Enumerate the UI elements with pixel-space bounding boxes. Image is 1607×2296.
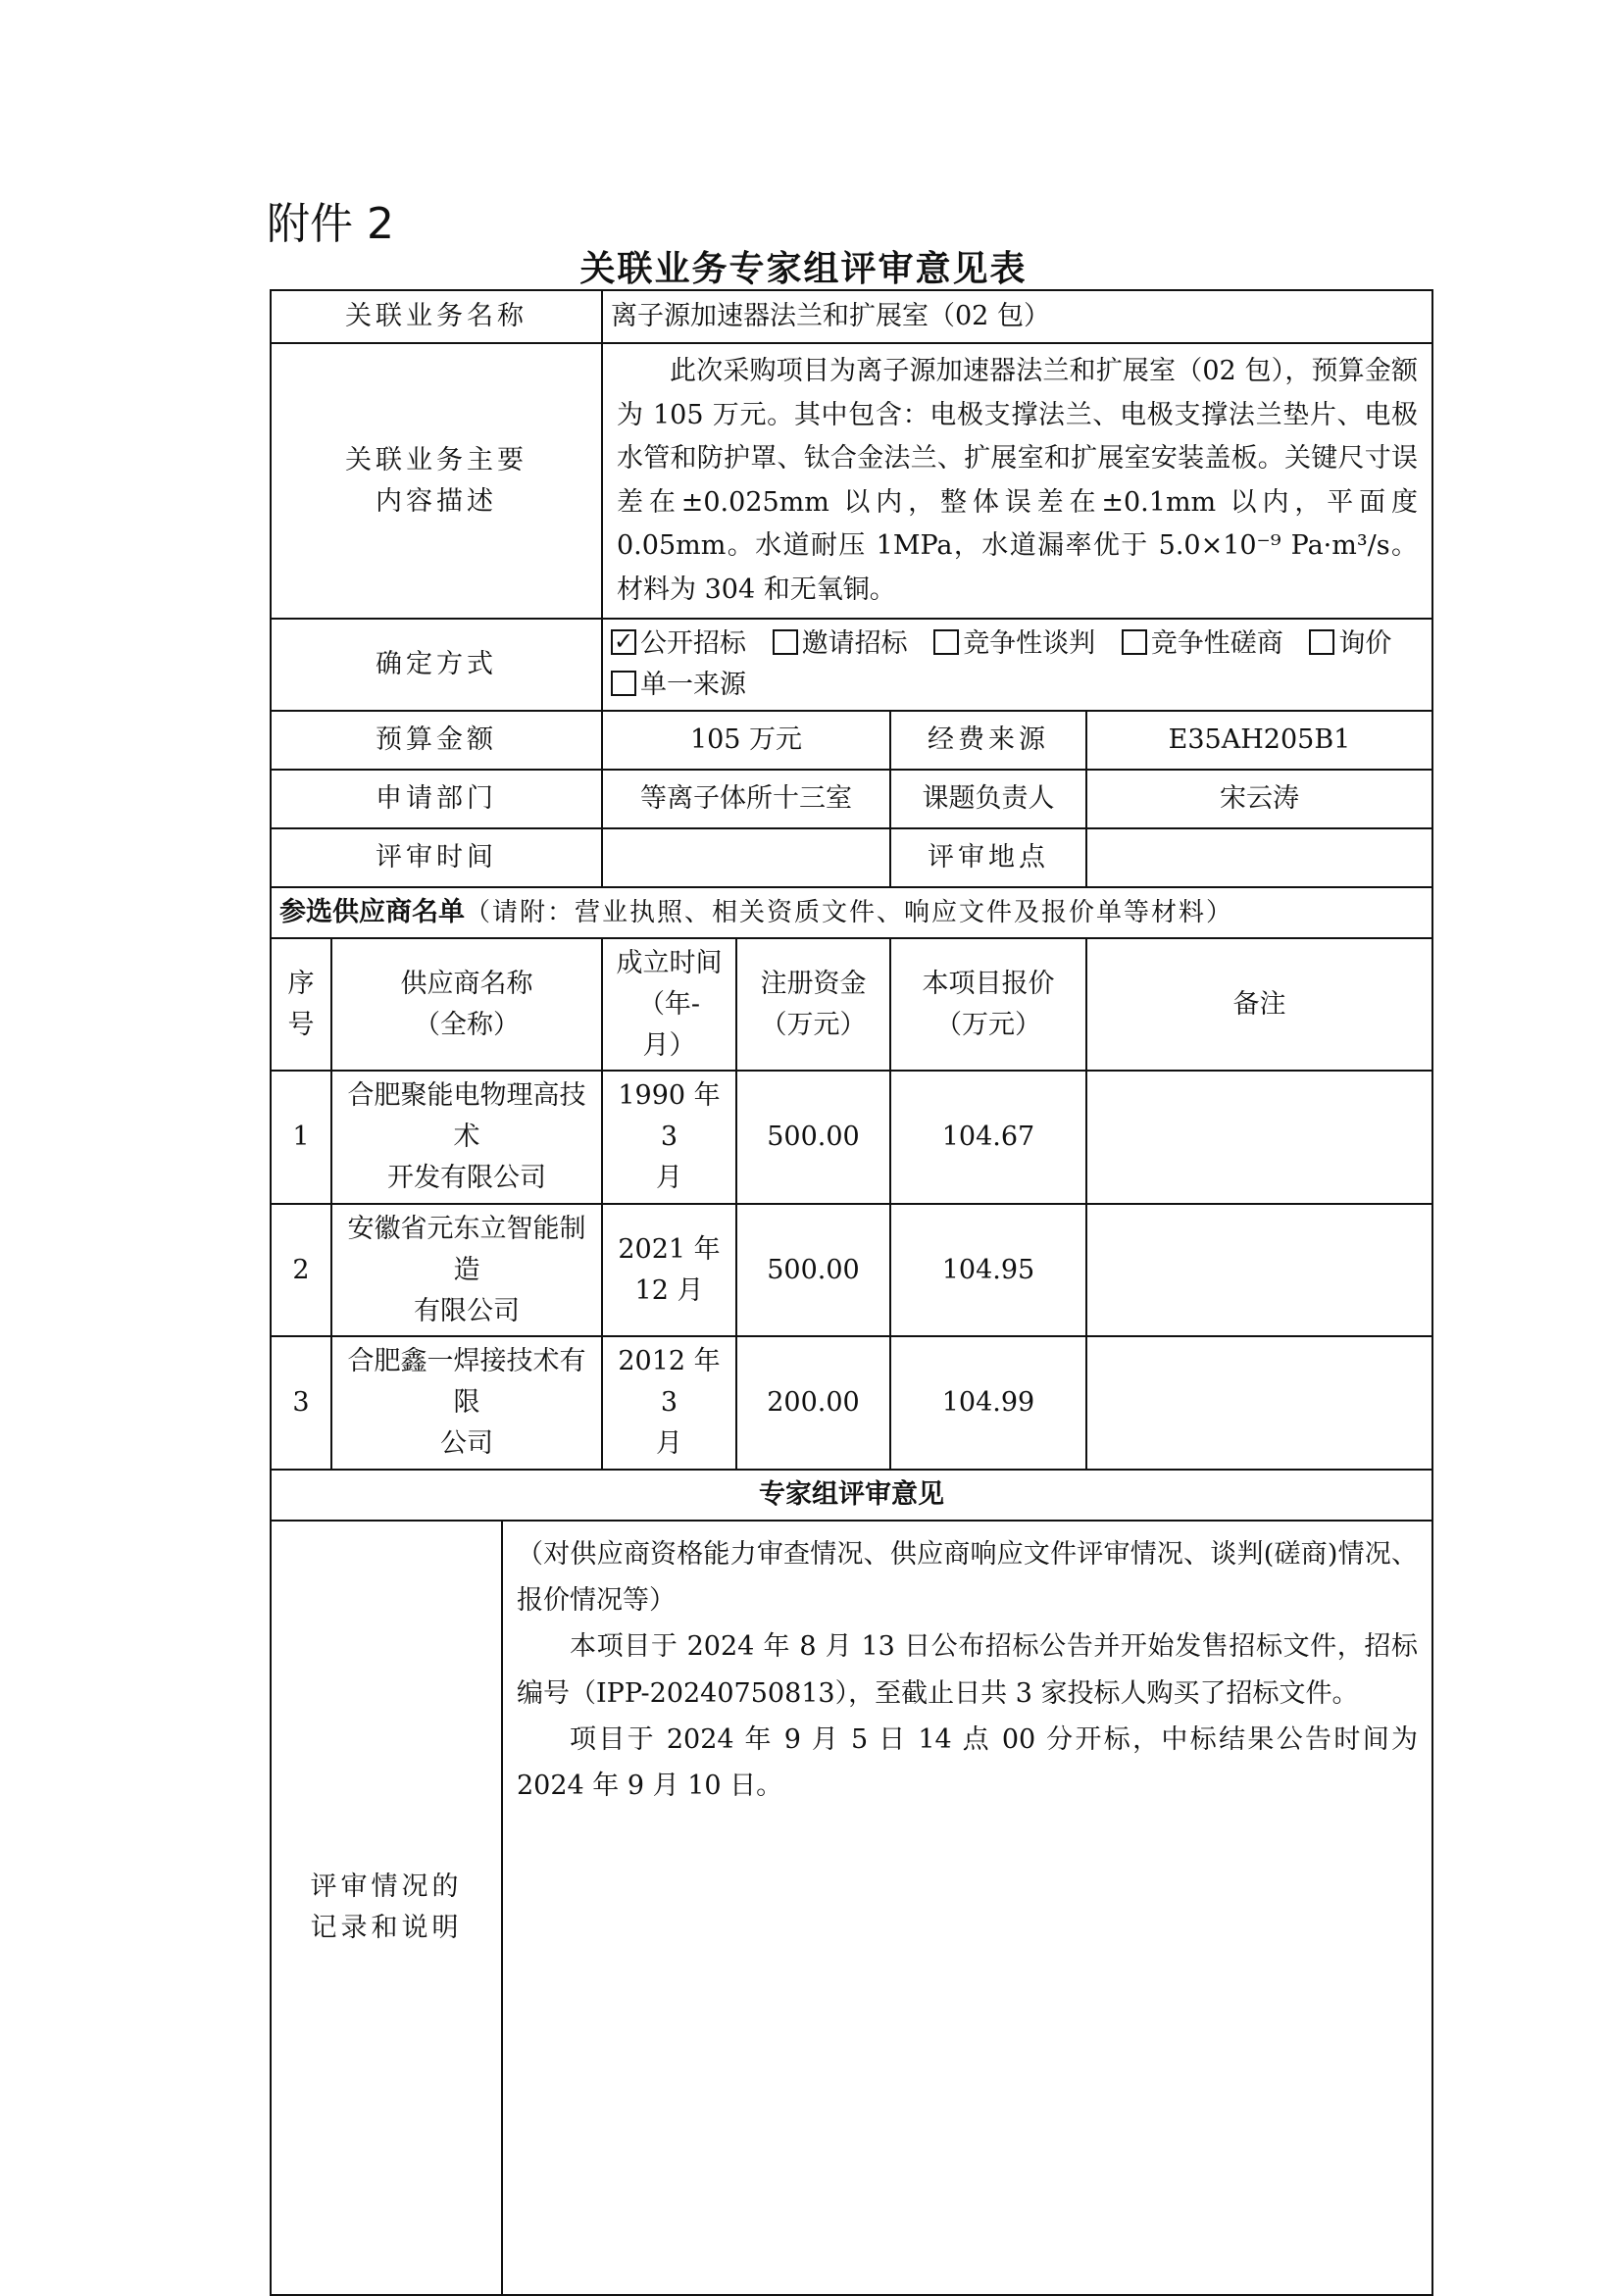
row-capital: 500.00 xyxy=(736,1204,890,1337)
row-remark xyxy=(1086,1204,1432,1337)
review-hint: （对供应商资格能力审查情况、供应商响应文件评审情况、谈判(磋商)情况、报价情况等） xyxy=(517,1538,1419,1617)
review-record-label: 评审情况的 记录和说明 xyxy=(271,1521,502,2295)
description-label-line1: 关联业务主要 xyxy=(345,444,527,475)
col-header-established: 成立时间 （年- 月） xyxy=(602,938,736,1072)
business-name-value: 离子源加速器法兰和扩展室（02 包） xyxy=(602,290,1432,343)
col-header-remark: 备注 xyxy=(1086,938,1432,1072)
attachment-label: 附件 2 xyxy=(267,199,394,249)
description-text: 此次采购项目为离子源加速器法兰和扩展室（02 包），预算金额为 105 万元。其中包含：电极支撑法兰、电极支撑法兰垫片、电极水管和防护罩、钛合金法兰、扩展室和扩展室安装盖板。关键尺寸误差在±0.025mm 以内，整体误差在±0.1mm 以内，平面度 0.05mm。水道耐压 1MPa，水道漏率优于 5.0×10⁻⁹ Pa·m³/s。材料为 304 和无氧铜。 xyxy=(602,343,1432,619)
review-form xyxy=(270,289,1433,2296)
review-section-title: 专家组评审意见 xyxy=(271,1470,1432,1521)
review-section-row xyxy=(271,1470,1432,1521)
row-quote: 104.95 xyxy=(890,1204,1086,1337)
department-value: 等离子体所十三室 xyxy=(602,770,890,828)
option-public-tender[interactable]: ✓公开招标 xyxy=(611,628,746,659)
checked-checkbox-icon[interactable] xyxy=(611,629,636,655)
option-invited-tender[interactable]: 邀请招标 xyxy=(773,628,908,659)
department-row xyxy=(271,770,1432,828)
review-record-row xyxy=(271,1521,1432,2295)
option-competitive-consultation[interactable]: 竞争性磋商 xyxy=(1122,628,1283,659)
review-paragraph-1: 本项目于 2024 年 8 月 13 日公布招标公告并开始发售招标文件，招标编号（IPP-20240750813），至截止日共 3 家投标人购买了招标文件。 xyxy=(517,1631,1419,1709)
row-remark xyxy=(1086,1071,1432,1204)
method-label: 确定方式 xyxy=(271,619,602,711)
table-row xyxy=(271,1204,1432,1337)
checkbox-icon[interactable] xyxy=(611,671,636,696)
table-row xyxy=(271,1071,1432,1204)
checkbox-icon[interactable] xyxy=(773,629,798,655)
review-time-value xyxy=(602,828,890,887)
budget-label: 预算金额 xyxy=(271,711,602,770)
business-name-row xyxy=(271,290,1432,343)
business-name-label: 关联业务名称 xyxy=(271,290,602,343)
option-competitive-negotiation[interactable]: 竞争性谈判 xyxy=(933,628,1095,659)
budget-row xyxy=(271,711,1432,770)
owner-value: 宋云涛 xyxy=(1086,770,1432,828)
review-place-value xyxy=(1086,828,1432,887)
row-supplier-name: 合肥鑫一焊接技术有限 公司 xyxy=(331,1336,602,1470)
col-header-name: 供应商名称 （全称） xyxy=(331,938,602,1072)
owner-label: 课题负责人 xyxy=(890,770,1086,828)
row-quote: 104.67 xyxy=(890,1071,1086,1204)
description-label xyxy=(271,343,602,619)
review-record-text xyxy=(502,1521,1432,2295)
table-row xyxy=(271,1336,1432,1470)
method-row xyxy=(271,619,1432,711)
budget-value: 105 万元 xyxy=(602,711,890,770)
row-supplier-name: 安徽省元东立智能制造 有限公司 xyxy=(331,1204,602,1337)
page-title: 关联业务专家组评审意见表 xyxy=(579,249,1028,289)
option-inquiry[interactable]: 询价 xyxy=(1309,628,1391,659)
checkbox-icon[interactable] xyxy=(933,629,959,655)
row-capital: 500.00 xyxy=(736,1071,890,1204)
suppliers-section-row xyxy=(271,887,1432,938)
row-capital: 200.00 xyxy=(736,1336,890,1470)
review-place-label: 评审地点 xyxy=(890,828,1086,887)
review-time-row xyxy=(271,828,1432,887)
description-row xyxy=(271,343,1432,619)
row-established: 1990 年 3 月 xyxy=(602,1071,736,1204)
funding-label: 经费来源 xyxy=(890,711,1086,770)
row-established: 2021 年 12 月 xyxy=(602,1204,736,1337)
row-no: 3 xyxy=(271,1336,331,1470)
col-header-no: 序 号 xyxy=(271,938,331,1072)
row-supplier-name: 合肥聚能电物理高技术 开发有限公司 xyxy=(331,1071,602,1204)
checkbox-icon[interactable] xyxy=(1309,629,1334,655)
col-header-capital: 注册资金 （万元） xyxy=(736,938,890,1072)
suppliers-note: （请附：营业执照、相关资质文件、响应文件及报价单等材料） xyxy=(465,897,1234,927)
suppliers-section-title xyxy=(271,887,1432,938)
row-established: 2012 年 3 月 xyxy=(602,1336,736,1470)
method-options xyxy=(602,619,1432,711)
col-header-quote: 本项目报价 （万元） xyxy=(890,938,1086,1072)
checkbox-icon[interactable] xyxy=(1122,629,1147,655)
review-paragraph-2: 项目于 2024 年 9 月 5 日 14 点 00 分开标，中标结果公告时间为 2024 年 9 月 10 日。 xyxy=(517,1723,1419,1802)
row-no: 2 xyxy=(271,1204,331,1337)
department-label: 申请部门 xyxy=(271,770,602,828)
funding-value: E35AH205B1 xyxy=(1086,711,1432,770)
option-single-source[interactable]: 单一来源 xyxy=(611,670,746,700)
row-quote: 104.99 xyxy=(890,1336,1086,1470)
row-remark xyxy=(1086,1336,1432,1470)
suppliers-title: 参选供应商名单 xyxy=(279,896,465,927)
review-time-label: 评审时间 xyxy=(271,828,602,887)
row-no: 1 xyxy=(271,1071,331,1204)
suppliers-header-row xyxy=(271,938,1432,1072)
description-label-line2: 内容描述 xyxy=(376,485,497,517)
